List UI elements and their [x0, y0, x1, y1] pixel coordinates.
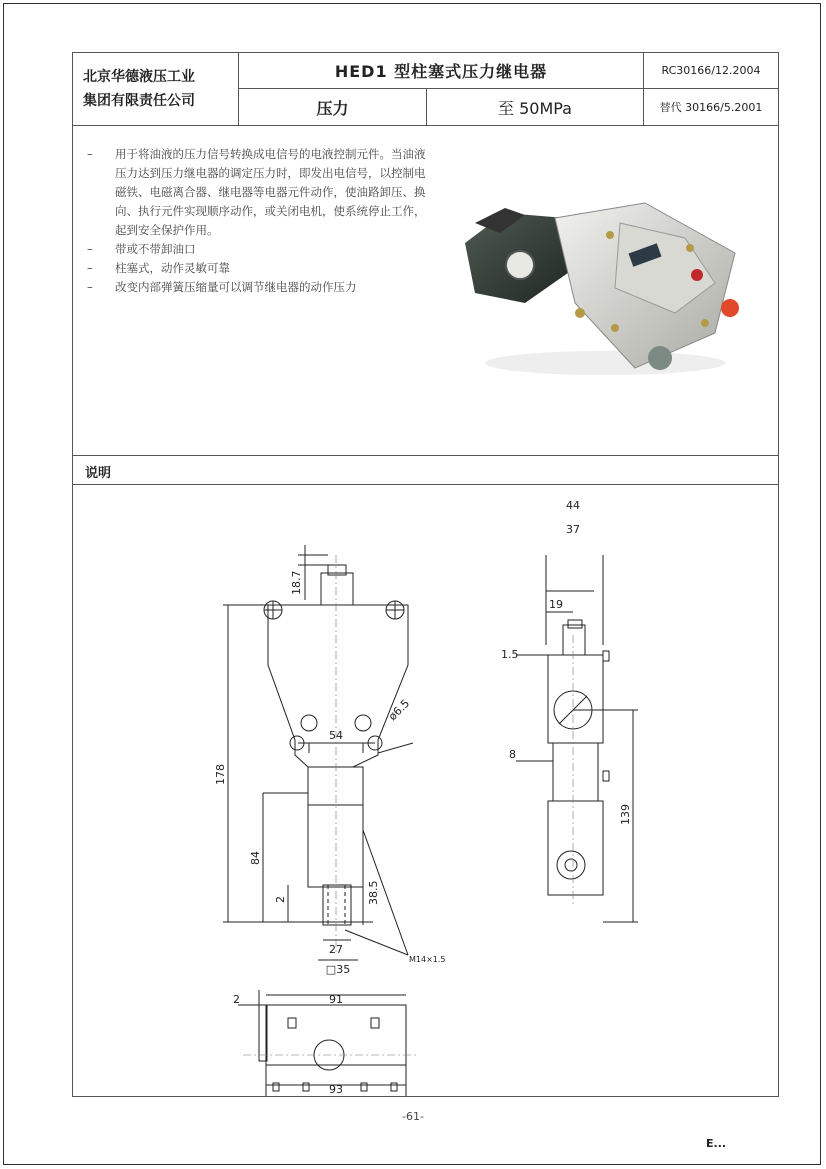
dim-37: 37 — [566, 523, 580, 536]
feature-text: 用于将油液的压力信号转换成电信号的电液控制元件。当油液压力达到压力继电器的调定压力时，即发出电信号，以控制电磁铁、电磁离合器、继电器等电器元件动作，使油路卸压、换向、执行元件实现顺序动作，或关闭电机，使系统停止工作，起到安全保护作用。 — [115, 147, 426, 237]
footer-mark: E... — [706, 1137, 727, 1150]
dim-2-front: 2 — [274, 896, 287, 903]
feature-item — [87, 145, 427, 240]
section-title: 说明 — [85, 466, 112, 481]
feature-item — [87, 240, 427, 259]
dim-38-5: 38.5 — [367, 880, 380, 905]
page-number: -61- — [402, 1110, 424, 1123]
dim-19: 19 — [549, 598, 563, 611]
section-header — [73, 455, 778, 485]
dim-1-5: 1.5 — [501, 648, 519, 661]
dim-18-7: 18.7 — [290, 570, 303, 595]
replaces-code: 替代 30166/5.2001 — [659, 101, 763, 114]
document-code: RC30166/12.2004 — [644, 53, 778, 89]
dim-84: 84 — [249, 851, 262, 865]
parameter-label: 压力 — [239, 89, 427, 125]
company-line-1: 北京华德液压工业 — [83, 69, 195, 85]
dim-thread: M14×1.5 — [409, 955, 446, 964]
feature-text: 带或不带卸油口 — [115, 242, 196, 256]
product-title: HED1 型柱塞式压力继电器 — [239, 53, 644, 89]
dim-91: 91 — [329, 993, 343, 1006]
dim-2-bottom: 2 — [233, 993, 240, 1006]
technical-drawing — [73, 485, 778, 1096]
dim-178: 178 — [214, 764, 227, 785]
dimension-drawing — [73, 485, 778, 1096]
header-table — [73, 53, 778, 126]
feature-list — [87, 145, 427, 297]
feature-item — [87, 259, 427, 278]
dim-93: 93 — [329, 1083, 343, 1096]
dim-square-35: □35 — [325, 963, 351, 976]
bullet-dash: – — [87, 242, 93, 256]
product-photo — [445, 193, 745, 383]
company-line-2: 集团有限责任公司 — [83, 93, 195, 109]
company-name — [73, 53, 239, 125]
bullet-dash: – — [87, 261, 93, 275]
dim-8: 8 — [509, 748, 516, 761]
bullet-dash: – — [87, 280, 93, 294]
feature-item — [87, 278, 427, 297]
feature-text: 改变内部弹簧压缩量可以调节继电器的动作压力 — [115, 280, 357, 294]
dim-139: 139 — [619, 804, 632, 825]
dim-44: 44 — [566, 499, 580, 512]
bullet-dash: – — [87, 147, 93, 161]
dim-27: 27 — [329, 943, 343, 956]
datasheet — [72, 52, 779, 1097]
dim-54: 54 — [329, 729, 343, 742]
feature-text: 柱塞式，动作灵敏可靠 — [115, 261, 230, 275]
parameter-range: 至 50MPa — [427, 89, 644, 125]
dim-hole-diameter: ø6.5 — [385, 696, 413, 724]
